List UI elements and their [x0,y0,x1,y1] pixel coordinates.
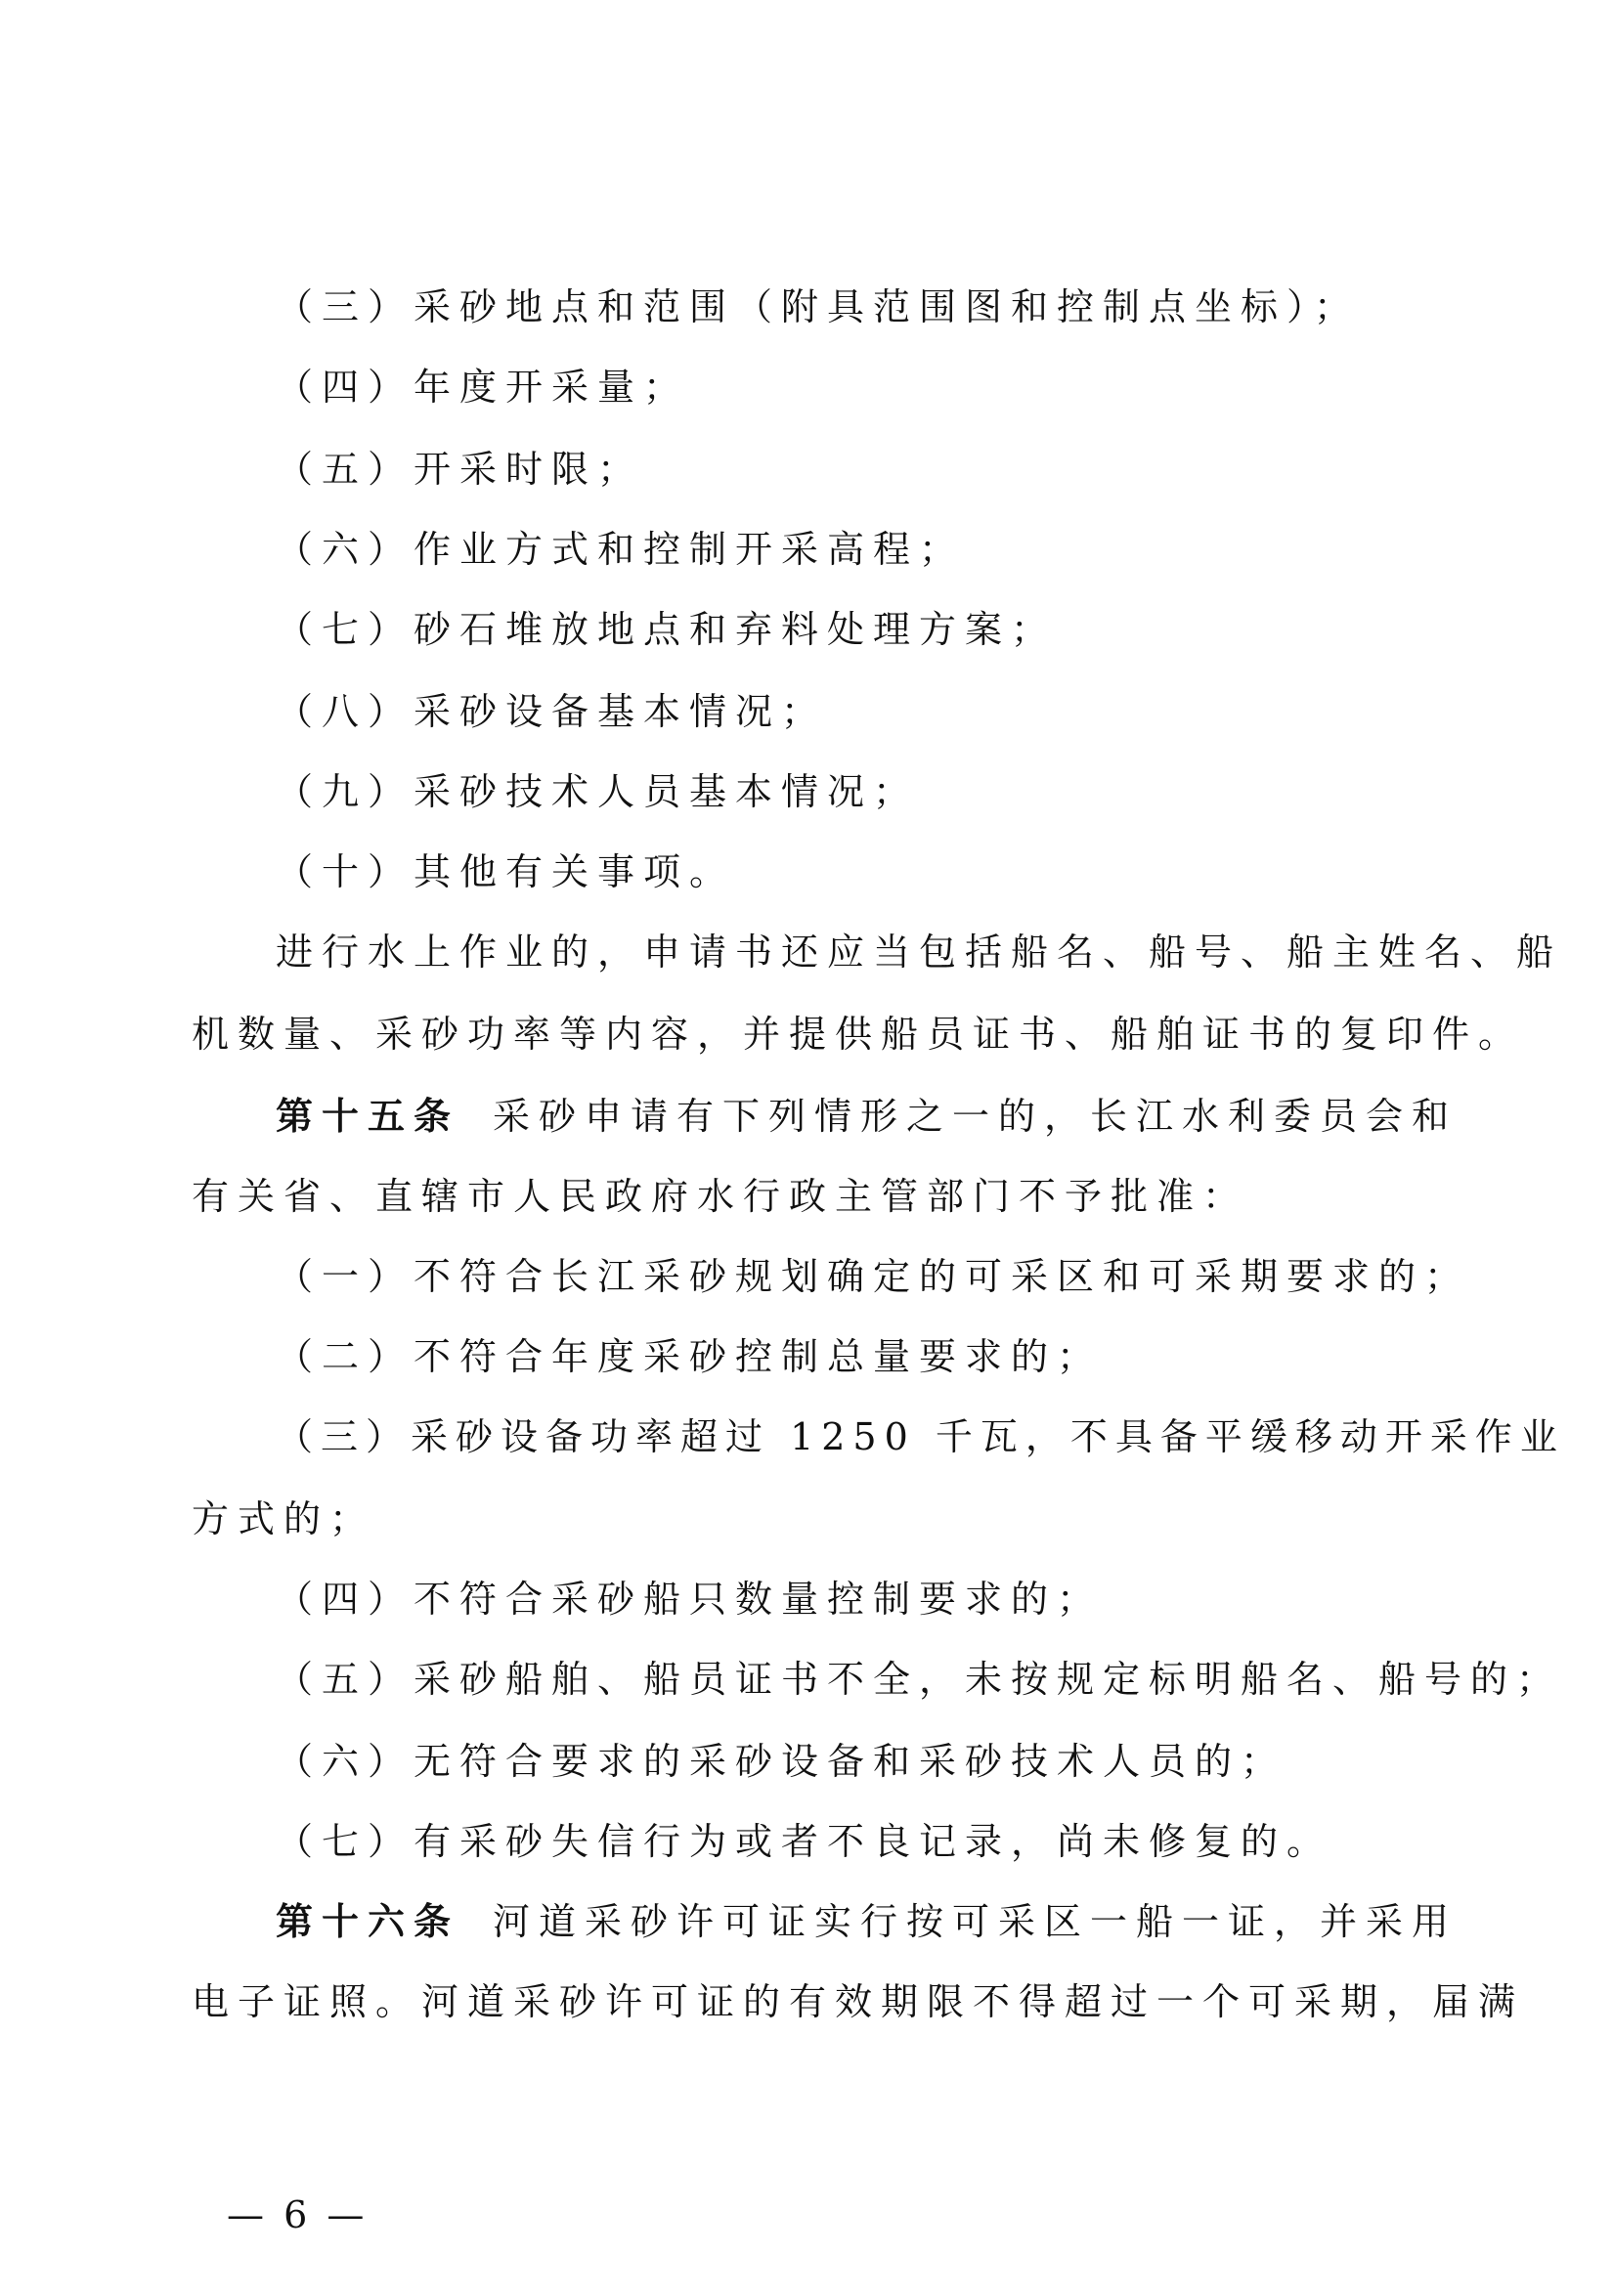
paragraph-line: 进行水上作业的，申请书还应当包括船名、船号、船主姓名、船 [276,931,1563,974]
article-16-text: 河道采砂许可证实行按可采区一船一证，并采用 [493,1900,1459,1943]
list-item-2: （二）不符合年度采砂控制总量要求的； [276,1335,1104,1378]
list-item-1: （一）不符合长江采砂规划确定的可采区和可采期要求的； [276,1255,1471,1298]
list-item-3: （三）采砂设备功率超过 1250 千瓦，不具备平缓移动开采作业 [276,1415,1565,1458]
page-number: — 6 — [227,2193,369,2236]
article-15-line [276,1093,1458,1140]
list-item-6: （六）无符合要求的采砂设备和采砂技术人员的； [276,1740,1287,1783]
list-item-6: （六）作业方式和控制开采高程； [276,528,966,571]
list-item-7: （七）有采砂失信行为或者不良记录，尚未修复的。 [276,1820,1333,1863]
article-15-heading: 第十五条 [276,1095,460,1138]
article-16-heading: 第十六条 [276,1900,460,1943]
list-item-3: （三）采砂地点和范围（附具范围图和控制点坐标）； [276,285,1361,328]
paragraph-line: 电子证照。河道采砂许可证的有效期限不得超过一个可采期，届满 [192,1980,1525,2023]
list-item-10: （十）其他有关事项。 [276,850,736,893]
article-16-line [276,1898,1458,1945]
list-item-5: （五）开采时限； [276,448,644,491]
paragraph-line: 方式的； [192,1497,376,1540]
list-item-4: （四）不符合采砂船只数量控制要求的； [276,1578,1104,1621]
list-item-7: （七）砂石堆放地点和弃料处理方案； [276,608,1058,651]
paragraph-line: 机数量、采砂功率等内容，并提供船员证书、船舶证书的复印件。 [192,1013,1525,1056]
list-item-5: （五）采砂船舶、船员证书不全，未按规定标明船名、船号的； [276,1658,1563,1701]
paragraph-line: 有关省、直辖市人民政府水行政主管部门不予批准： [192,1175,1249,1218]
article-15-text: 采砂申请有下列情形之一的，长江水利委员会和 [493,1095,1459,1138]
list-item-9: （九）采砂技术人员基本情况； [276,770,920,813]
list-item-4: （四）年度开采量； [276,366,690,409]
list-item-8: （八）采砂设备基本情况； [276,690,828,733]
